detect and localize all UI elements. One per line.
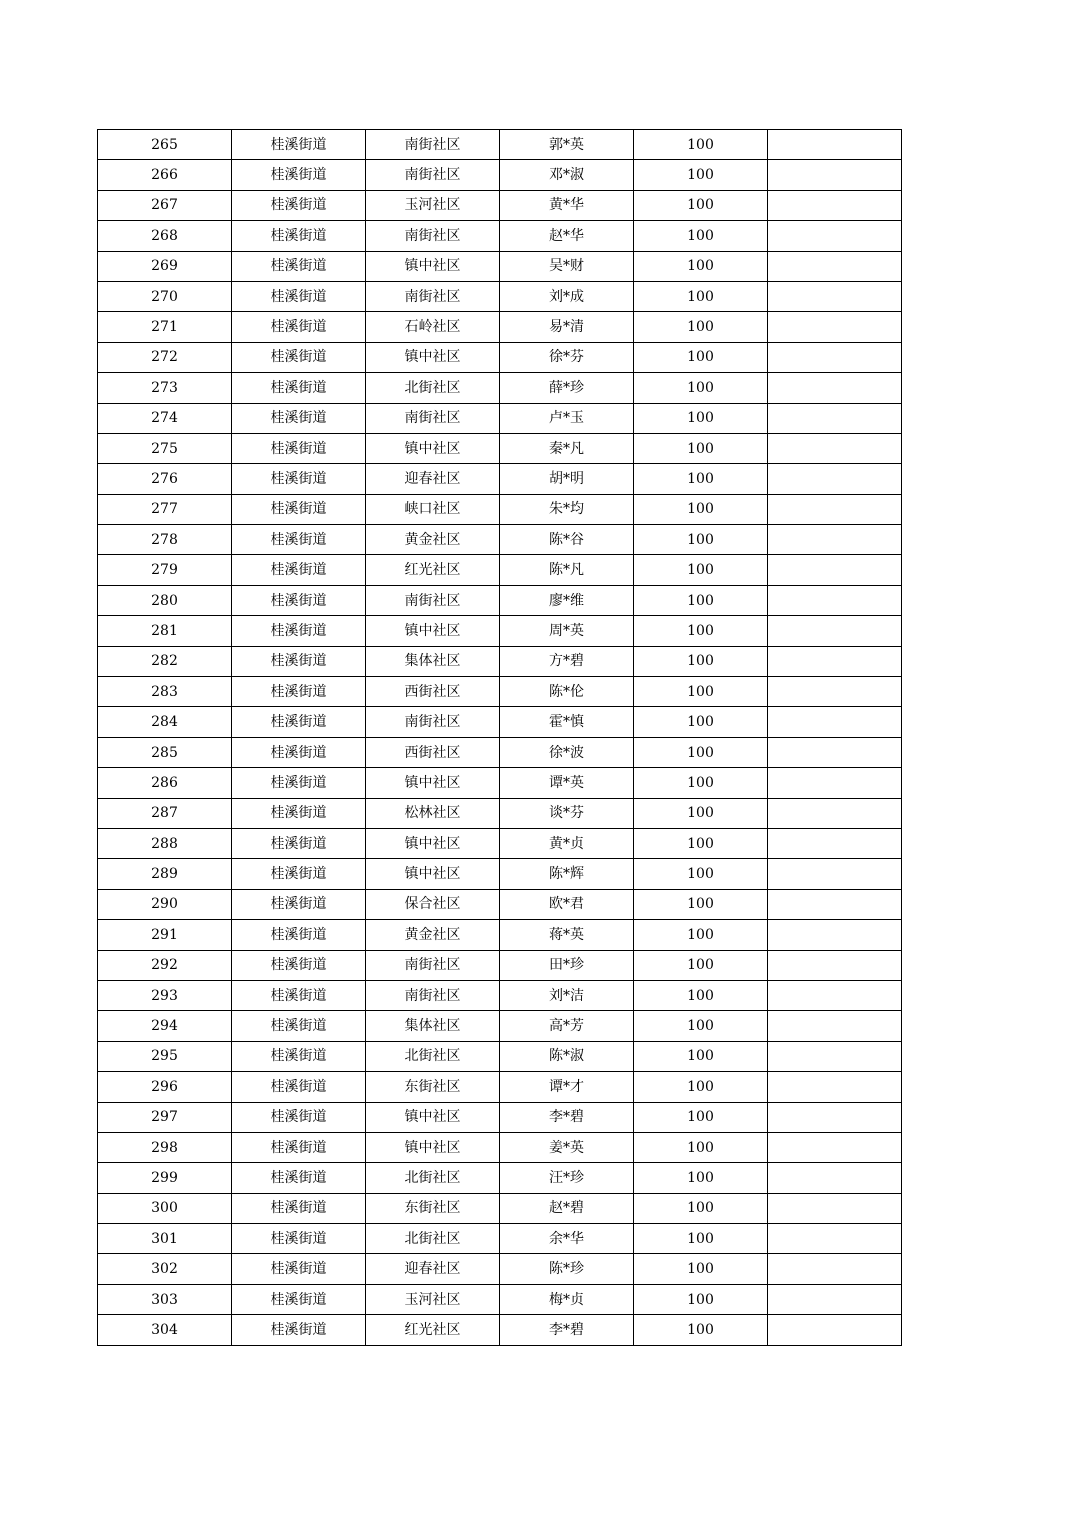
table-row [98,1132,902,1162]
name-cell: 梅*贞 [500,1284,634,1314]
remark-cell [768,1102,902,1132]
street-cell: 桂溪街道 [232,1041,366,1071]
street-cell: 桂溪街道 [232,1011,366,1041]
amount-cell: 100 [634,464,768,494]
community-cell: 镇中社区 [366,616,500,646]
amount-cell: 100 [634,403,768,433]
name-cell: 郭*英 [500,130,634,160]
remark-cell [768,1163,902,1193]
amount-cell: 100 [634,1072,768,1102]
remark-cell [768,707,902,737]
street-cell: 桂溪街道 [232,585,366,615]
name-cell: 余*华 [500,1224,634,1254]
table-row [98,707,902,737]
street-cell: 桂溪街道 [232,1072,366,1102]
index-cell: 294 [98,1011,232,1041]
street-cell: 桂溪街道 [232,342,366,372]
name-cell: 谭*英 [500,768,634,798]
remark-cell [768,555,902,585]
name-cell: 邓*淑 [500,160,634,190]
community-cell: 西街社区 [366,677,500,707]
street-cell: 桂溪街道 [232,1193,366,1223]
street-cell: 桂溪街道 [232,525,366,555]
table-row [98,920,902,950]
community-cell: 黄金社区 [366,920,500,950]
street-cell: 桂溪街道 [232,1132,366,1162]
table-row [98,525,902,555]
index-cell: 293 [98,980,232,1010]
amount-cell: 100 [634,1011,768,1041]
community-cell: 镇中社区 [366,768,500,798]
table-row [98,160,902,190]
amount-cell: 100 [634,1254,768,1284]
community-cell: 南街社区 [366,130,500,160]
name-cell: 陈*珍 [500,1254,634,1284]
remark-cell [768,251,902,281]
index-cell: 287 [98,798,232,828]
remark-cell [768,190,902,220]
index-cell: 286 [98,768,232,798]
remark-cell [768,494,902,524]
name-cell: 卢*玉 [500,403,634,433]
name-cell: 姜*英 [500,1132,634,1162]
amount-cell: 100 [634,433,768,463]
table-row [98,646,902,676]
remark-cell [768,616,902,646]
name-cell: 赵*碧 [500,1193,634,1223]
street-cell: 桂溪街道 [232,950,366,980]
community-cell: 镇中社区 [366,828,500,858]
index-cell: 297 [98,1102,232,1132]
amount-cell: 100 [634,1163,768,1193]
data-table [97,129,902,1346]
community-cell: 南街社区 [366,585,500,615]
remark-cell [768,1284,902,1314]
community-cell: 保合社区 [366,889,500,919]
table-row [98,950,902,980]
remark-cell [768,1224,902,1254]
index-cell: 289 [98,859,232,889]
name-cell: 陈*伦 [500,677,634,707]
community-cell: 镇中社区 [366,1102,500,1132]
remark-cell [768,1011,902,1041]
remark-cell [768,373,902,403]
remark-cell [768,859,902,889]
remark-cell [768,798,902,828]
amount-cell: 100 [634,950,768,980]
community-cell: 北街社区 [366,373,500,403]
amount-cell: 100 [634,737,768,767]
table-row [98,889,902,919]
table-row [98,373,902,403]
street-cell: 桂溪街道 [232,677,366,707]
remark-cell [768,889,902,919]
table-row [98,221,902,251]
table-row [98,980,902,1010]
amount-cell: 100 [634,616,768,646]
community-cell: 集体社区 [366,1011,500,1041]
index-cell: 300 [98,1193,232,1223]
name-cell: 谈*芬 [500,798,634,828]
name-cell: 胡*明 [500,464,634,494]
amount-cell: 100 [634,859,768,889]
community-cell: 东街社区 [366,1193,500,1223]
community-cell: 红光社区 [366,1315,500,1345]
amount-cell: 100 [634,1315,768,1345]
amount-cell: 100 [634,160,768,190]
amount-cell: 100 [634,190,768,220]
street-cell: 桂溪街道 [232,828,366,858]
street-cell: 桂溪街道 [232,190,366,220]
community-cell: 南街社区 [366,980,500,1010]
street-cell: 桂溪街道 [232,555,366,585]
community-cell: 南街社区 [366,281,500,311]
amount-cell: 100 [634,494,768,524]
community-cell: 玉河社区 [366,190,500,220]
index-cell: 272 [98,342,232,372]
index-cell: 273 [98,373,232,403]
remark-cell [768,281,902,311]
remark-cell [768,433,902,463]
index-cell: 295 [98,1041,232,1071]
index-cell: 296 [98,1072,232,1102]
name-cell: 赵*华 [500,221,634,251]
community-cell: 南街社区 [366,950,500,980]
table-row [98,828,902,858]
street-cell: 桂溪街道 [232,920,366,950]
name-cell: 廖*维 [500,585,634,615]
community-cell: 镇中社区 [366,859,500,889]
table-row [98,494,902,524]
community-cell: 南街社区 [366,160,500,190]
remark-cell [768,768,902,798]
table-row [98,342,902,372]
table-row [98,1254,902,1284]
name-cell: 周*英 [500,616,634,646]
table-body [98,130,902,1346]
table-row [98,1224,902,1254]
community-cell: 镇中社区 [366,251,500,281]
index-cell: 288 [98,828,232,858]
index-cell: 292 [98,950,232,980]
amount-cell: 100 [634,980,768,1010]
name-cell: 陈*淑 [500,1041,634,1071]
table-row [98,464,902,494]
name-cell: 薛*珍 [500,373,634,403]
street-cell: 桂溪街道 [232,646,366,676]
community-cell: 北街社区 [366,1224,500,1254]
community-cell: 南街社区 [366,707,500,737]
amount-cell: 100 [634,1224,768,1254]
community-cell: 北街社区 [366,1163,500,1193]
street-cell: 桂溪街道 [232,1315,366,1345]
name-cell: 欧*君 [500,889,634,919]
index-cell: 301 [98,1224,232,1254]
index-cell: 276 [98,464,232,494]
street-cell: 桂溪街道 [232,1254,366,1284]
index-cell: 282 [98,646,232,676]
table-row [98,251,902,281]
street-cell: 桂溪街道 [232,494,366,524]
remark-cell [768,312,902,342]
table-row [98,1315,902,1345]
remark-cell [768,464,902,494]
name-cell: 谭*才 [500,1072,634,1102]
street-cell: 桂溪街道 [232,616,366,646]
name-cell: 徐*芬 [500,342,634,372]
table-row [98,798,902,828]
amount-cell: 100 [634,646,768,676]
street-cell: 桂溪街道 [232,768,366,798]
remark-cell [768,130,902,160]
community-cell: 迎春社区 [366,1254,500,1284]
amount-cell: 100 [634,1132,768,1162]
street-cell: 桂溪街道 [232,1163,366,1193]
table-row [98,616,902,646]
street-cell: 桂溪街道 [232,737,366,767]
amount-cell: 100 [634,828,768,858]
amount-cell: 100 [634,1193,768,1223]
name-cell: 汪*珍 [500,1163,634,1193]
index-cell: 265 [98,130,232,160]
index-cell: 284 [98,707,232,737]
amount-cell: 100 [634,251,768,281]
table-row [98,585,902,615]
index-cell: 268 [98,221,232,251]
table-row [98,1284,902,1314]
amount-cell: 100 [634,1041,768,1071]
index-cell: 266 [98,160,232,190]
name-cell: 易*清 [500,312,634,342]
table-row [98,677,902,707]
community-cell: 西街社区 [366,737,500,767]
amount-cell: 100 [634,342,768,372]
community-cell: 镇中社区 [366,1132,500,1162]
index-cell: 281 [98,616,232,646]
amount-cell: 100 [634,1284,768,1314]
street-cell: 桂溪街道 [232,221,366,251]
name-cell: 田*珍 [500,950,634,980]
street-cell: 桂溪街道 [232,1224,366,1254]
name-cell: 陈*谷 [500,525,634,555]
community-cell: 北街社区 [366,1041,500,1071]
remark-cell [768,525,902,555]
street-cell: 桂溪街道 [232,251,366,281]
remark-cell [768,828,902,858]
street-cell: 桂溪街道 [232,1102,366,1132]
index-cell: 270 [98,281,232,311]
index-cell: 278 [98,525,232,555]
community-cell: 石岭社区 [366,312,500,342]
street-cell: 桂溪街道 [232,798,366,828]
amount-cell: 100 [634,373,768,403]
remark-cell [768,980,902,1010]
amount-cell: 100 [634,768,768,798]
index-cell: 304 [98,1315,232,1345]
table-row [98,737,902,767]
amount-cell: 100 [634,555,768,585]
remark-cell [768,585,902,615]
table-row [98,1072,902,1102]
community-cell: 松林社区 [366,798,500,828]
index-cell: 291 [98,920,232,950]
table-row [98,555,902,585]
index-cell: 279 [98,555,232,585]
name-cell: 黄*华 [500,190,634,220]
street-cell: 桂溪街道 [232,433,366,463]
community-cell: 峡口社区 [366,494,500,524]
index-cell: 271 [98,312,232,342]
remark-cell [768,403,902,433]
name-cell: 吴*财 [500,251,634,281]
table-row [98,281,902,311]
remark-cell [768,1254,902,1284]
street-cell: 桂溪街道 [232,403,366,433]
index-cell: 280 [98,585,232,615]
index-cell: 269 [98,251,232,281]
amount-cell: 100 [634,281,768,311]
name-cell: 李*碧 [500,1102,634,1132]
index-cell: 283 [98,677,232,707]
community-cell: 黄金社区 [366,525,500,555]
street-cell: 桂溪街道 [232,1284,366,1314]
name-cell: 方*碧 [500,646,634,676]
name-cell: 高*芳 [500,1011,634,1041]
index-cell: 298 [98,1132,232,1162]
amount-cell: 100 [634,798,768,828]
remark-cell [768,221,902,251]
name-cell: 陈*辉 [500,859,634,889]
remark-cell [768,1315,902,1345]
community-cell: 镇中社区 [366,342,500,372]
remark-cell [768,1132,902,1162]
table-row [98,1163,902,1193]
remark-cell [768,1072,902,1102]
name-cell: 陈*凡 [500,555,634,585]
community-cell: 南街社区 [366,221,500,251]
name-cell: 黄*贞 [500,828,634,858]
table-row [98,433,902,463]
index-cell: 290 [98,889,232,919]
table-row [98,312,902,342]
amount-cell: 100 [634,1102,768,1132]
remark-cell [768,1193,902,1223]
name-cell: 朱*均 [500,494,634,524]
name-cell: 刘*成 [500,281,634,311]
table-row [98,1041,902,1071]
street-cell: 桂溪街道 [232,312,366,342]
street-cell: 桂溪街道 [232,707,366,737]
street-cell: 桂溪街道 [232,889,366,919]
remark-cell [768,920,902,950]
index-cell: 274 [98,403,232,433]
community-cell: 玉河社区 [366,1284,500,1314]
index-cell: 267 [98,190,232,220]
index-cell: 285 [98,737,232,767]
street-cell: 桂溪街道 [232,980,366,1010]
amount-cell: 100 [634,707,768,737]
table-row [98,130,902,160]
street-cell: 桂溪街道 [232,373,366,403]
street-cell: 桂溪街道 [232,464,366,494]
index-cell: 299 [98,1163,232,1193]
community-cell: 红光社区 [366,555,500,585]
name-cell: 徐*波 [500,737,634,767]
remark-cell [768,646,902,676]
name-cell: 李*碧 [500,1315,634,1345]
street-cell: 桂溪街道 [232,130,366,160]
table-row [98,190,902,220]
name-cell: 秦*凡 [500,433,634,463]
amount-cell: 100 [634,677,768,707]
table-row [98,1102,902,1132]
name-cell: 霍*慎 [500,707,634,737]
name-cell: 蒋*英 [500,920,634,950]
amount-cell: 100 [634,312,768,342]
index-cell: 302 [98,1254,232,1284]
community-cell: 东街社区 [366,1072,500,1102]
community-cell: 南街社区 [366,403,500,433]
community-cell: 集体社区 [366,646,500,676]
index-cell: 303 [98,1284,232,1314]
street-cell: 桂溪街道 [232,281,366,311]
amount-cell: 100 [634,221,768,251]
remark-cell [768,737,902,767]
index-cell: 277 [98,494,232,524]
remark-cell [768,950,902,980]
remark-cell [768,342,902,372]
table-row [98,768,902,798]
table-row [98,859,902,889]
remark-cell [768,160,902,190]
index-cell: 275 [98,433,232,463]
community-cell: 镇中社区 [366,433,500,463]
amount-cell: 100 [634,130,768,160]
amount-cell: 100 [634,585,768,615]
table-row [98,1193,902,1223]
amount-cell: 100 [634,920,768,950]
table-row [98,403,902,433]
name-cell: 刘*洁 [500,980,634,1010]
table-row [98,1011,902,1041]
remark-cell [768,1041,902,1071]
street-cell: 桂溪街道 [232,160,366,190]
street-cell: 桂溪街道 [232,859,366,889]
amount-cell: 100 [634,889,768,919]
amount-cell: 100 [634,525,768,555]
community-cell: 迎春社区 [366,464,500,494]
remark-cell [768,677,902,707]
